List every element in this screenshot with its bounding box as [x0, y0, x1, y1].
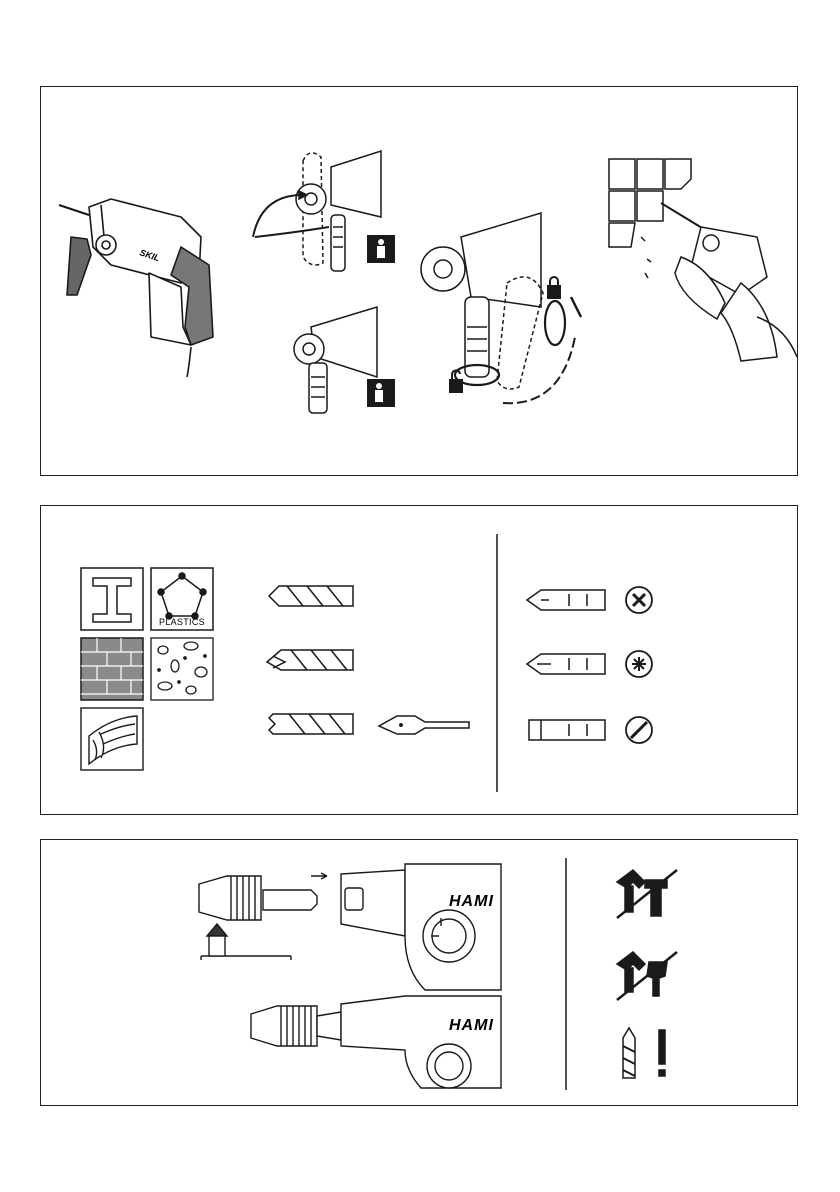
- chuck-key-icon: [201, 924, 291, 960]
- panel1-illustration: [41, 87, 799, 477]
- steel-material-icon: [81, 568, 143, 630]
- person-crouch-icon: [367, 379, 395, 407]
- no-hammer-chuck-icon: [617, 952, 677, 1000]
- spade-bit-icon: [379, 716, 469, 734]
- phillips-bit-icon: [527, 590, 605, 610]
- handle-lowered-illustration: [294, 307, 377, 413]
- phillips-head-icon: [626, 587, 652, 613]
- concrete-material-icon: [151, 638, 213, 700]
- tool-label-top: HAMI: [449, 893, 494, 910]
- handle-rotation-top-illustration: [253, 151, 381, 271]
- chuck-adapter-insert-illustration: [199, 864, 501, 990]
- tool-label-bottom: HAMI: [449, 1017, 494, 1034]
- panel2-illustration: [41, 506, 799, 816]
- plastics-label: PLASTICS: [159, 617, 205, 627]
- rotary-hammer-illustration: [59, 199, 213, 377]
- pozidriv-bit-icon: [527, 654, 605, 674]
- tool-brand-label: SKIL: [138, 247, 161, 264]
- panel-chuck-adapter: [40, 839, 798, 1106]
- handle-lock-illustration: [421, 213, 581, 403]
- wood-brad-bit-icon: [269, 714, 353, 734]
- panel-hammer-assembly: [40, 86, 798, 476]
- brick-material-icon: [81, 638, 143, 700]
- lock-closed-icon: [547, 277, 561, 299]
- pozidriv-head-icon: [626, 651, 652, 677]
- drill-caution-icon: [623, 1028, 665, 1078]
- metal-twist-bit-icon: [269, 586, 353, 606]
- slotted-bit-icon: [529, 720, 605, 740]
- masonry-bit-icon: [267, 650, 353, 670]
- chuck-assembled-illustration: [251, 996, 501, 1088]
- slotted-head-icon: [626, 717, 652, 743]
- panel-materials-and-bits: [40, 505, 798, 815]
- chiselling-tiles-illustration: [609, 159, 797, 361]
- no-hammer-icon: [617, 870, 677, 918]
- panel3-illustration: [41, 840, 799, 1107]
- person-upright-icon: [367, 235, 395, 263]
- wood-material-icon: [81, 708, 143, 770]
